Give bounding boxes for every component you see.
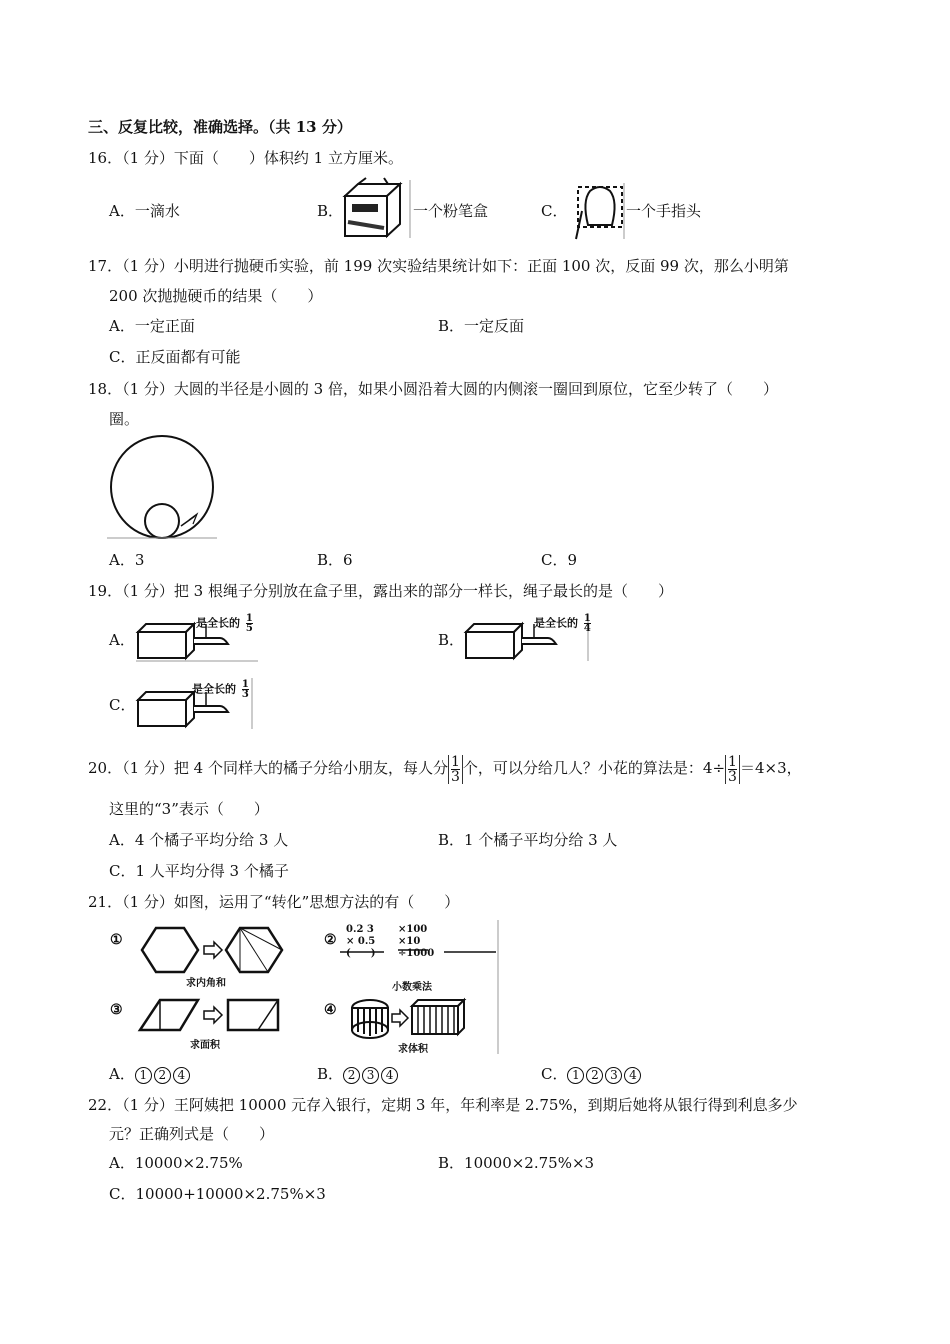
- q20-stem-line1: [88, 752, 802, 784]
- q17-option-b[interactable]: B．一定反面: [438, 317, 525, 335]
- q21-c-item: 1: [567, 1067, 584, 1084]
- q19-a-num: 1: [245, 613, 253, 624]
- q17-stem-line1: 17．（1 分）小明进行抛硬币实验，前 199 次实验结果统计如下：正面 100 次，反面 99 次，那么小明第: [88, 257, 789, 275]
- fingertip-image: [568, 181, 626, 239]
- q21-a-prefix: A．: [109, 1065, 135, 1083]
- q21-c-item: 4: [624, 1067, 641, 1084]
- transformation-diagrams: [108, 920, 502, 1054]
- q21-mult-top: 0.2 3: [346, 924, 374, 935]
- q22-option-c[interactable]: C．10000+10000×2.75%×3: [109, 1185, 326, 1203]
- q17-option-a[interactable]: A．一定正面: [109, 317, 195, 335]
- q20-fraction-2: [725, 755, 740, 784]
- q20-part2: 个，可以分给几人？小花的算法是：4÷: [462, 759, 726, 777]
- q16-option-b-label: B．: [317, 202, 344, 220]
- q21-b-item: 3: [362, 1067, 379, 1084]
- q17-option-c[interactable]: C．正反面都有可能: [109, 348, 241, 366]
- q21-stem: 21．（1 分）如图，运用了“转化”思想方法的有（ ）: [88, 893, 460, 911]
- q16-option-b[interactable]: [317, 201, 343, 221]
- q16-stem: 16．（1 分）下面（ ）体积约 1 立方厘米。: [88, 149, 403, 167]
- q19-a-label: [196, 614, 255, 633]
- q16-option-a[interactable]: A．一滴水: [109, 202, 180, 220]
- section-title: 三、反复比较，准确选择。（共 13 分）: [88, 118, 352, 136]
- q19-a-den: 5: [245, 623, 253, 634]
- q19-figure-c: [136, 678, 254, 730]
- q21-label-4: ④: [324, 1002, 337, 1018]
- q21-option-a[interactable]: [109, 1064, 192, 1084]
- q19-c-num: 1: [241, 679, 249, 690]
- q19-b-den: 4: [583, 623, 591, 634]
- q18-option-c[interactable]: C．9: [541, 551, 578, 569]
- q21-option-c[interactable]: [541, 1064, 643, 1084]
- q19-c-fraction: [240, 680, 251, 699]
- q20-frac2-num: 1: [728, 753, 737, 770]
- q18-stem-line2: 圈。: [109, 410, 140, 428]
- q19-figure-a: [136, 614, 260, 662]
- q20-option-c[interactable]: C．1 人平均分得 3 个橘子: [109, 862, 289, 880]
- q19-stem: 19．（1 分）把 3 根绳子分别放在盒子里，露出来的部分一样长，绳子最长的是（ ）: [88, 582, 673, 600]
- q20-frac1-den: 3: [450, 768, 460, 785]
- q19-b-fraction: [582, 614, 593, 633]
- q19-a-fraction: [244, 614, 255, 633]
- q21-b-item: 4: [381, 1067, 398, 1084]
- q16-option-b-caption: 一个粉笔盒: [413, 202, 489, 220]
- q20-frac2-den: 3: [728, 768, 737, 785]
- q21-a-item: 4: [173, 1067, 190, 1084]
- q21-caption-1: 求内角和: [186, 978, 226, 989]
- q18-stem-line1: 18．（1 分）大圆的半径是小圆的 3 倍，如果小圆沿着大圆的内侧滚一圈回到原位，它至少转了（ ）: [88, 380, 778, 398]
- q21-op-1: ×100: [398, 924, 428, 935]
- q20-option-a[interactable]: A．4 个橘子平均分给 3 人: [109, 831, 289, 849]
- q21-c-prefix: C．: [541, 1065, 568, 1083]
- q21-c-item: 3: [605, 1067, 622, 1084]
- q21-b-prefix: B．: [317, 1065, 344, 1083]
- q19-a-label-text: 是全长的: [196, 616, 240, 630]
- q19-figure-b: [464, 614, 590, 662]
- q19-option-c[interactable]: C．: [109, 696, 136, 714]
- q21-caption-3: 求面积: [190, 1040, 220, 1051]
- q20-part3: ＝4×3，: [739, 759, 802, 777]
- q16-option-c[interactable]: [541, 201, 567, 221]
- q21-label-2: ②: [324, 932, 337, 948]
- q22-stem-line1: 22．（1 分）王阿姨把 10000 元存入银行，定期 3 年，年利率是 2.75%，到期后她将从银行得到利息多少: [88, 1096, 798, 1114]
- q19-option-a[interactable]: A．: [109, 631, 135, 649]
- q21-c-item: 2: [586, 1067, 603, 1084]
- q21-figure: [108, 920, 502, 1054]
- q20-part1: 20．（1 分）把 4 个同样大的橘子分给小朋友，每人分: [88, 759, 448, 777]
- q21-op-2: ×10: [398, 936, 421, 947]
- q20-option-b[interactable]: B．1 个橘子平均分给 3 人: [438, 831, 618, 849]
- q21-caption-4: 求体积: [398, 1044, 428, 1055]
- q21-operations: [398, 924, 434, 960]
- q19-c-den: 3: [241, 689, 249, 700]
- q19-b-num: 1: [583, 613, 591, 624]
- q17-stem-line2: 200 次抛抛硬币的结果（ ）: [109, 287, 323, 305]
- q19-c-label: [192, 680, 251, 699]
- q22-option-a[interactable]: A．10000×2.75%: [109, 1154, 243, 1172]
- q21-option-b[interactable]: [317, 1064, 400, 1084]
- q21-multiplication: [346, 924, 375, 960]
- q19-b-label: [534, 614, 593, 633]
- q19-option-b[interactable]: B．: [438, 631, 465, 649]
- q22-option-b[interactable]: B．10000×2.75%×3: [438, 1154, 595, 1172]
- q20-fraction-1: [448, 755, 463, 784]
- q18-option-a[interactable]: A．3: [109, 551, 145, 569]
- q16-option-c-label: C．: [541, 202, 568, 220]
- q22-stem-line2: 元？正确列式是（ ）: [109, 1125, 275, 1143]
- q19-c-label-text: 是全长的: [192, 682, 236, 696]
- q21-a-item: 1: [135, 1067, 152, 1084]
- q21-op-3: ÷1000: [398, 948, 435, 959]
- q20-stem-line2: 这里的“3”表示（ ）: [109, 800, 269, 818]
- q19-b-label-text: 是全长的: [534, 616, 578, 630]
- rolling-circles-figure: [107, 434, 219, 542]
- q21-mult-bot: ( ): [346, 948, 376, 959]
- q20-frac1-num: 1: [450, 753, 460, 770]
- q18-option-b[interactable]: B．6: [317, 551, 353, 569]
- q21-a-item: 2: [154, 1067, 171, 1084]
- q16-option-c-caption: 一个手指头: [626, 202, 702, 220]
- q21-caption-2: 小数乘法: [392, 982, 432, 993]
- q21-mult-mid: × 0.5: [346, 936, 376, 947]
- q21-label-3: ③: [110, 1002, 123, 1018]
- q21-b-item: 2: [343, 1067, 360, 1084]
- chalk-box-image: [344, 178, 412, 240]
- q21-label-1: ①: [110, 932, 123, 948]
